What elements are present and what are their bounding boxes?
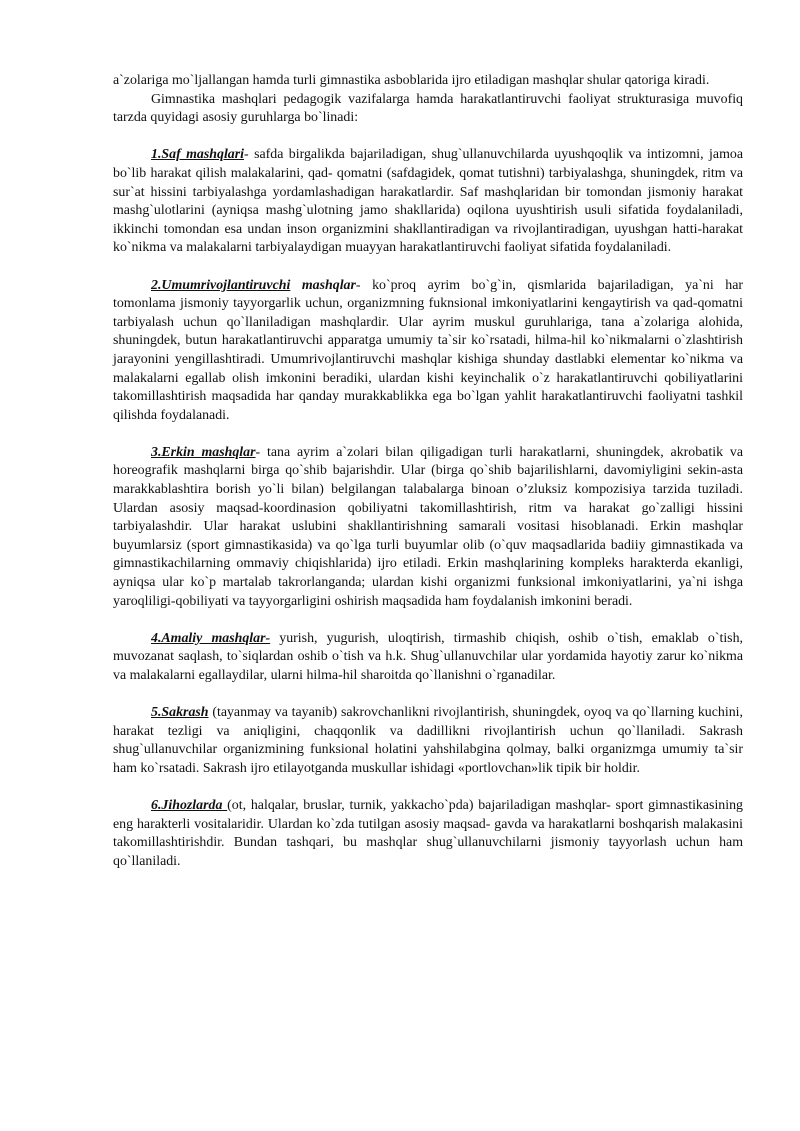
section-heading (151, 278, 356, 293)
heading-underlined: 5.Sakrash (151, 705, 209, 721)
heading-underlined: 2.Umumrivojlantiruvchi (151, 277, 291, 293)
heading-underlined: 3.Erkin mashqlar (151, 444, 256, 460)
section-umumrivojlantiruvchi (113, 277, 743, 426)
heading-underlined: 1.Saf mashqlari (151, 147, 245, 163)
section-erkin-mashqlar (113, 444, 743, 611)
section-body: yurish, yugurish, uloqtirish, tirmashib chiqish, oshib o`tish, emaklab o`tish, muvozanat saqlash, to`siqlardan oshib o`tish va h.k. Shug`ullanuvchilar ular yordamida hayotiy zarur ko`nikma va malakalarni egallaydilar, ularni hilma-hil sharoitda qo`llanishni o`rganadilar. (113, 630, 743, 683)
section-body: - tana ayrim a`zolari bilan qiligadigan turli harakatlarni, shuningdek, akrobatik va horeografik mashqlarni birga qo`shib bajarishdir. Ular (birga qo`shib bajarilishlarni, davomiyligini sekin-asta marakkablashtira borish yo`li bilan) belgilangan talabalarga binoan o’zluksiz kompozisiya tarzida tuziladi. Ulardan asosiy maqsad-koordinasion qobiliyatni takomillashtirish, ritm va harakat go`zalligi hissini tarbiyalashdir. Ular harakat uslubini shakllantirishning samarali vositasi hisoblanadi. Erkin mashqlar buyumlarsiz (sport gimnastikasida) va qo`lga turli buyumlar olib (o`quv maqsadlarida badiiy gimnastikada va gimnastikachilarning ommaviy chiqishlarida) ijro etiladi. Erkin mashqlarining kompleks harakterda ekanligi, ayniqsa ular ko`p martalab takrorlanganda; ulardan kishi organizmi funksional imkoniyatlarini, ya`ni ishga yaroqliligi-qobiliyati va tayyorgarligini oshirish maqsadida ham foydalanish imkonini beradi. (113, 444, 743, 609)
section-heading (151, 705, 209, 720)
section-body: (ot, halqalar, bruslar, turnik, yakkacho`pda) bajariladigan mashqlar- sport gimnastikasining eng harakterli vositalaridir. Ulardan ko`zda tutilgan asosiy maqsad- gavda va harakatlarni boshqarish malakasini takomillashtirishdir. Bundan tashqari, bu mashqlar shug`ullanuvchilarni jismoniy tayyorlash uchun ham qo`llaniladi. (113, 798, 744, 869)
heading-underlined: 4.Amaliy mashqlar- (151, 630, 271, 646)
section-heading (151, 631, 270, 646)
heading-tail: mashqlar (290, 277, 356, 293)
intro-paragraph-1: a`zolariga mo`ljallangan hamda turli gimnastika asboblarida ijro etiladigan mashqlar shular qatoriga kiradi. (113, 73, 710, 88)
section-body: - ko`proq ayrim bo`g`in, qismlarida bajariladigan, ya`ni har tomonlama jismoniy tayyorgarlik uchun, organizmning fuknsional imkoniyatlarini kengaytirish va qad-qomatni tarbiyalash uchun qo`llaniladigan mashqlardir. Ular ayrim muskul guruhlariga, tana a`zolariga alohida, shuningdek, butun harakatlantiruvchi apparatga umumiy ta`sir ko`rsatadi, hilma-hil ko`nikmalarni o`zlashtirish jarayonini yengillashtiradi. Umumrivojlantiruvchi mashqlar kishiga shunday dastlabki elementar ko`nikma va malakalarni egallab olish imkonini beradiki, ulardan kishi keyinchalik o`z harakatlantiruvchi qobiliyatlarini takomillashtirish maqsadida har qanday murakkablikka ega bo`lgan yahlit harakatlantiruvchi faoliyatni tashkil qilishda foydalanadi. (113, 277, 743, 423)
heading-underlined: 6.Jihozlarda (151, 798, 228, 814)
section-jihozlarda (113, 797, 743, 871)
section-heading (151, 445, 256, 460)
section-body: (tayanmay va tayanib) sakrovchanlikni rivojlantirish, shuningdek, oyoq va qo`llarning kuchini, harakat tezligi va aniqligini, chaqqonlik va dadillikni rivojlantirish uchun qo`llaniladi. Sakrash shug`ullanuvchilar organizmining funksional holatini yahshilabgina qolmay, balki organizmga umumiy ta`sir ham ko`rsatadi. Sakrash ijro etilayotganda muskullar ishidagi «portlovchan»lik tipik bir holdir. (113, 705, 743, 776)
section-body: - safda birgalikda bajariladigan, shug`ullanuvchilarda uyushqoqlik va intizomni, jamoa bo`lib harakat qilish malakalarini, qad- qomatni (safdagidek, qomat tutishni) tarbiyalashga, shuningdek, ritm va sur`at hissini tarbiyalashga yordamlashadigan harakatlardir. Saf mashqlaridan bir tomondan jismoniy harakat mashg`ulotlarini (ayniqsa mashg`ulotning jamo shakllarida) oqilona uyushtirish usuli sifatida foydalaniladi, ikkinchi tomondan esa undan inson organizmini shakllantiradigan va rivojlantiradigan, uyushgan hatti-harakat ko`nikma va malakalarni tarbiyalaydigan muayyan harakatlantiruvchi faoliyat sifatida foydalaniladi. (113, 147, 743, 256)
document-page (113, 72, 743, 872)
section-sakrash (113, 704, 743, 778)
section-heading (151, 798, 227, 813)
intro-paragraph-2: Gimnastika mashqlari pedagogik vazifalarga hamda harakatlantiruvchi faoliyat strukturasiga muvofiq tarzda quyidagi asosiy guruhlarga bo`linadi: (113, 91, 743, 126)
section-amaliy-mashqlar (113, 630, 743, 686)
section-saf-mashqlari (113, 146, 743, 258)
section-heading (151, 147, 244, 162)
